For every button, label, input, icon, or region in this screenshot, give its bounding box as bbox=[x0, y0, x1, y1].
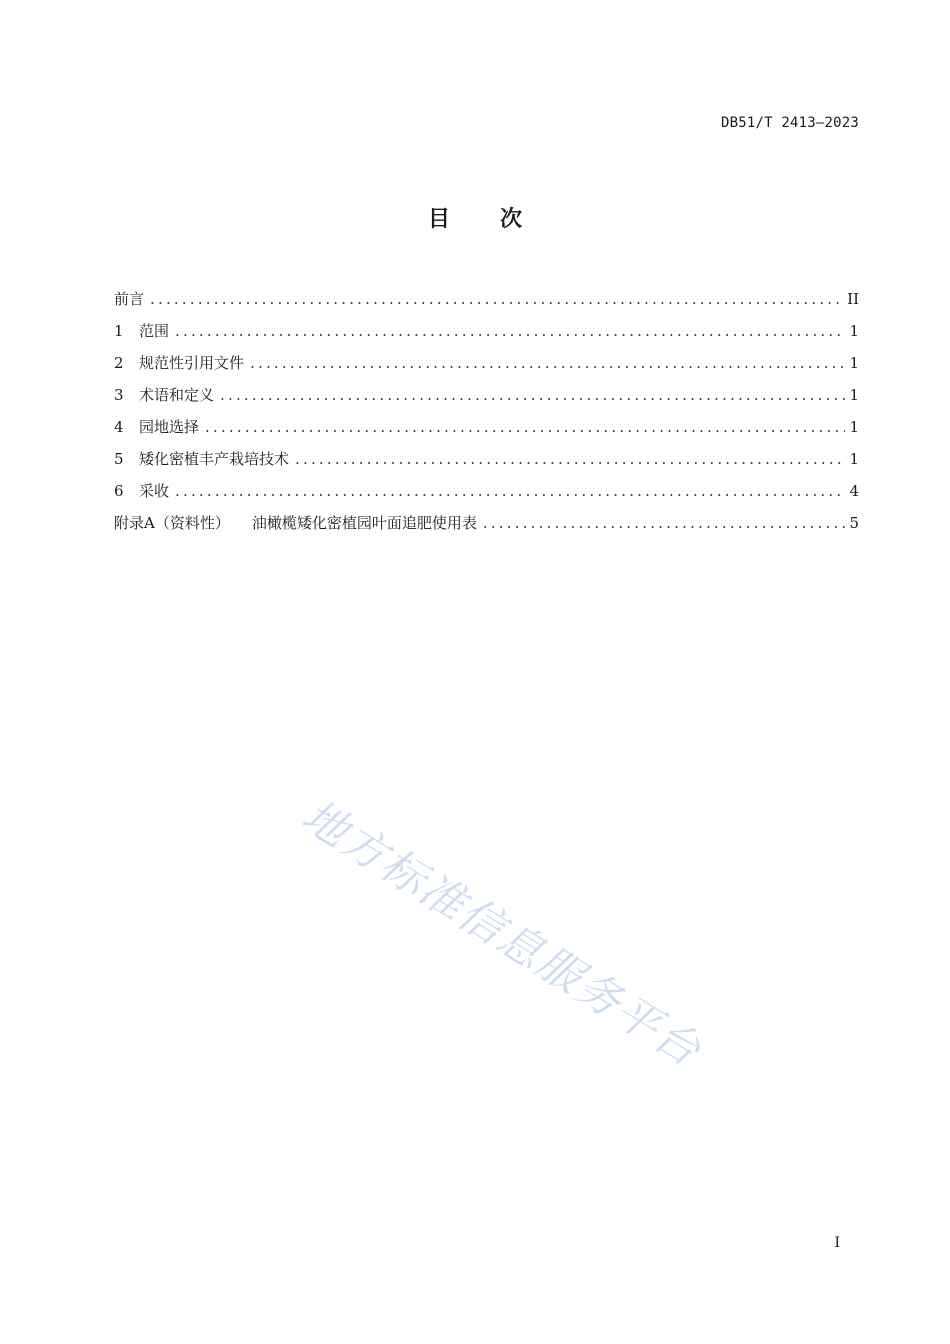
toc-entry-page: 1 bbox=[849, 322, 859, 340]
toc-entry-number: 5 bbox=[114, 450, 124, 468]
toc-title-char-1: 目 bbox=[427, 207, 450, 232]
toc-entry-page: 1 bbox=[849, 450, 859, 468]
page-number: I bbox=[834, 1235, 840, 1251]
toc-entry-terms-definitions[interactable] bbox=[114, 383, 859, 415]
toc-leader-dots bbox=[175, 479, 845, 503]
toc-entry-foreword[interactable] bbox=[114, 287, 859, 319]
toc-entry-normative-references[interactable] bbox=[114, 351, 859, 383]
toc-entry-label: 矮化密植丰产栽培技术 bbox=[139, 450, 290, 468]
toc-entry-number: 4 bbox=[114, 418, 124, 436]
toc-entry-number: 6 bbox=[114, 482, 124, 500]
toc-entry-appendix-a[interactable] bbox=[114, 511, 859, 543]
document-code: DB51/T 2413—2023 bbox=[720, 115, 859, 131]
toc-entry-page: II bbox=[847, 290, 859, 308]
toc-list bbox=[114, 287, 859, 543]
toc-leader-dots bbox=[205, 415, 845, 439]
toc-leader-dots bbox=[220, 383, 845, 407]
toc-entry-label: 采收 bbox=[139, 482, 170, 500]
toc-entry-page: 1 bbox=[849, 418, 859, 436]
toc-entry-number: 2 bbox=[114, 354, 124, 372]
toc-entry-label bbox=[114, 511, 477, 535]
toc-entry-label: 术语和定义 bbox=[139, 386, 215, 404]
toc-entry-page: 1 bbox=[849, 386, 859, 404]
toc-entry-harvest[interactable] bbox=[114, 479, 859, 511]
toc-entry-cultivation-technique[interactable] bbox=[114, 447, 859, 479]
toc-leader-dots bbox=[295, 447, 845, 471]
toc-entry-label: 前言 bbox=[114, 290, 145, 308]
watermark: 地方标准信息服务平台 bbox=[293, 790, 711, 1078]
toc-title-char-2: 次 bbox=[500, 207, 523, 232]
toc-appendix-prefix: 附录A（资料性） bbox=[114, 514, 230, 532]
toc-entry-scope[interactable] bbox=[114, 319, 859, 351]
toc-entry-label: 规范性引用文件 bbox=[139, 354, 245, 372]
toc-appendix-title: 油橄榄矮化密植园叶面追肥使用表 bbox=[251, 514, 477, 532]
toc-leader-dots bbox=[175, 319, 845, 343]
toc-leader-dots bbox=[250, 351, 845, 375]
toc-entry-site-selection[interactable] bbox=[114, 415, 859, 447]
toc-entry-label: 范围 bbox=[139, 322, 170, 340]
toc-entry-number: 3 bbox=[114, 386, 124, 404]
toc-entry-number: 1 bbox=[114, 322, 124, 340]
toc-entry-page: 5 bbox=[849, 514, 859, 532]
toc-entry-page: 4 bbox=[849, 482, 859, 500]
toc-entry-page: 1 bbox=[849, 354, 859, 372]
toc-title bbox=[0, 202, 950, 233]
toc-leader-dots bbox=[483, 511, 845, 535]
toc-leader-dots bbox=[150, 287, 843, 311]
toc-entry-label: 园地选择 bbox=[139, 418, 200, 436]
